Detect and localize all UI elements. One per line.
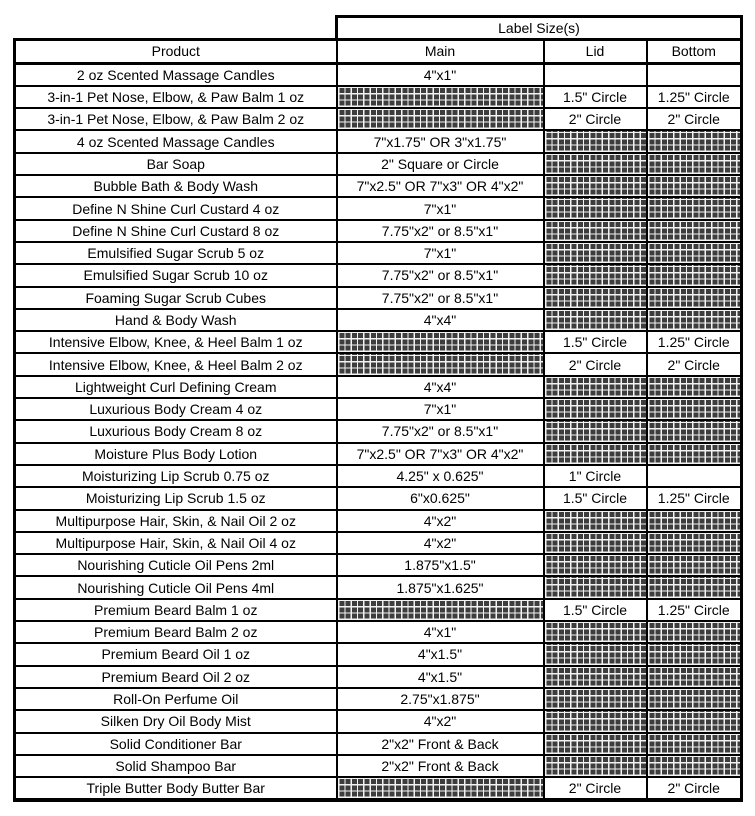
lid-size-cell [544,63,647,86]
lid-size-cell [544,220,647,242]
table-row [15,666,742,688]
label-sizes-header: Label Size(s) [337,17,742,40]
main-size-cell [337,331,544,353]
product-cell: Roll-On Perfume Oil [15,688,337,710]
lid-size-cell [544,688,647,710]
column-header-lid: Lid [544,40,647,63]
table-row [15,376,742,398]
product-cell: Silken Dry Oil Body Mist [15,710,337,732]
product-cell: Premium Beard Oil 2 oz [15,666,337,688]
bottom-size-cell: 2" Circle [647,108,742,130]
bottom-size-cell [647,688,742,710]
table-row [15,353,742,375]
table-body [15,17,742,801]
table-row [15,599,742,621]
table-row [15,576,742,598]
lid-size-cell: 1.5" Circle [544,599,647,621]
table-row [15,398,742,420]
product-cell: Define N Shine Curl Custard 8 oz [15,220,337,242]
product-cell: Nourishing Cuticle Oil Pens 4ml [15,576,337,598]
bottom-size-cell [647,242,742,264]
table-row [15,532,742,554]
main-size-cell: 4"x2" [337,532,544,554]
main-size-cell: 4"x2" [337,710,544,732]
table-row [15,420,742,442]
lid-size-cell [544,153,647,175]
column-header-row [15,40,742,63]
main-size-cell: 7.75"x2" or 8.5"x1" [337,220,544,242]
bottom-size-cell [647,666,742,688]
product-cell: 3-in-1 Pet Nose, Elbow, & Paw Balm 2 oz [15,108,337,130]
table-row [15,443,742,465]
product-cell: Premium Beard Balm 2 oz [15,621,337,643]
bottom-size-cell [647,287,742,309]
lid-size-cell [544,733,647,755]
product-cell: 3-in-1 Pet Nose, Elbow, & Paw Balm 1 oz [15,86,337,108]
main-size-cell: 7"x1" [337,242,544,264]
main-size-cell [337,353,544,375]
lid-size-cell [544,532,647,554]
product-cell: Lightweight Curl Defining Cream [15,376,337,398]
lid-size-cell [544,755,647,777]
table-row [15,309,742,331]
product-cell: Premium Beard Oil 1 oz [15,643,337,665]
main-size-cell: 4"x1.5" [337,666,544,688]
lid-size-cell [544,242,647,264]
main-size-cell: 7.75"x2" or 8.5"x1" [337,287,544,309]
main-size-cell: 4"x2" [337,510,544,532]
table-row [15,86,742,108]
product-cell: Hand & Body Wash [15,309,337,331]
bottom-size-cell [647,264,742,286]
table-row [15,755,742,777]
lid-size-cell [544,287,647,309]
product-cell: Triple Butter Body Butter Bar [15,777,337,800]
bottom-size-cell [647,554,742,576]
product-cell: Moisturizing Lip Scrub 1.5 oz [15,487,337,509]
product-cell: Define N Shine Curl Custard 4 oz [15,197,337,219]
lid-size-cell [544,398,647,420]
table-row [15,777,742,800]
bottom-size-cell [647,130,742,152]
lid-size-cell [544,309,647,331]
product-cell: Premium Beard Balm 1 oz [15,599,337,621]
lid-size-cell [544,197,647,219]
product-cell: Intensive Elbow, Knee, & Heel Balm 2 oz [15,353,337,375]
corner-spacer [15,17,337,40]
product-cell: Multipurpose Hair, Skin, & Nail Oil 2 oz [15,510,337,532]
table-row [15,108,742,130]
main-size-cell: 7"x2.5" OR 7"x3" OR 4"x2" [337,443,544,465]
product-cell: Luxurious Body Cream 8 oz [15,420,337,442]
main-size-cell: 4"x1" [337,63,544,86]
table-row [15,220,742,242]
lid-size-cell: 1.5" Circle [544,331,647,353]
main-size-cell: 2"x2" Front & Back [337,755,544,777]
main-size-cell: 4"x1.5" [337,643,544,665]
main-size-cell: 6"x0.625" [337,487,544,509]
bottom-size-cell: 2" Circle [647,353,742,375]
table-row [15,710,742,732]
table-row [15,175,742,197]
product-cell: 2 oz Scented Massage Candles [15,63,337,86]
bottom-size-cell [647,443,742,465]
table-row [15,242,742,264]
table-row [15,197,742,219]
product-cell: Solid Shampoo Bar [15,755,337,777]
product-cell: Luxurious Body Cream 4 oz [15,398,337,420]
table-row [15,643,742,665]
lid-size-cell: 1" Circle [544,465,647,487]
product-cell: Multipurpose Hair, Skin, & Nail Oil 4 oz [15,532,337,554]
main-size-cell: 4"x4" [337,376,544,398]
main-size-cell: 2"x2" Front & Back [337,733,544,755]
product-cell: Bubble Bath & Body Wash [15,175,337,197]
bottom-size-cell: 1.25" Circle [647,487,742,509]
lid-size-cell [544,643,647,665]
main-size-cell [337,108,544,130]
table-row [15,554,742,576]
bottom-size-cell: 1.25" Circle [647,86,742,108]
main-size-cell: 7"x1" [337,197,544,219]
spanning-header-row [15,17,742,40]
lid-size-cell [544,376,647,398]
table-row [15,63,742,86]
main-size-cell: 7"x1" [337,398,544,420]
main-size-cell: 7.75"x2" or 8.5"x1" [337,420,544,442]
lid-size-cell [544,443,647,465]
label-size-table-container [13,15,743,802]
bottom-size-cell [647,309,742,331]
main-size-cell: 4"x4" [337,309,544,331]
bottom-size-cell: 2" Circle [647,777,742,800]
lid-size-cell: 1.5" Circle [544,487,647,509]
lid-size-cell: 2" Circle [544,777,647,800]
main-size-cell [337,777,544,800]
main-size-cell [337,86,544,108]
product-cell: Foaming Sugar Scrub Cubes [15,287,337,309]
table-row [15,465,742,487]
bottom-size-cell [647,175,742,197]
bottom-size-cell [647,398,742,420]
main-size-cell: 4"x1" [337,621,544,643]
table-row [15,130,742,152]
main-size-cell: 1.875"x1.5" [337,554,544,576]
lid-size-cell [544,420,647,442]
bottom-size-cell [647,63,742,86]
bottom-size-cell [647,197,742,219]
table-row [15,264,742,286]
column-header-main: Main [337,40,544,63]
product-cell: Emulsified Sugar Scrub 5 oz [15,242,337,264]
lid-size-cell [544,175,647,197]
lid-size-cell [544,130,647,152]
lid-size-cell: 2" Circle [544,353,647,375]
table-row [15,153,742,175]
bottom-size-cell [647,621,742,643]
bottom-size-cell [647,576,742,598]
table-row [15,331,742,353]
bottom-size-cell [647,755,742,777]
product-cell: Nourishing Cuticle Oil Pens 2ml [15,554,337,576]
bottom-size-cell [647,376,742,398]
column-header-bottom: Bottom [647,40,742,63]
lid-size-cell: 1.5" Circle [544,86,647,108]
product-cell: Solid Conditioner Bar [15,733,337,755]
lid-size-cell [544,264,647,286]
main-size-cell: 7"x2.5" OR 7"x3" OR 4"x2" [337,175,544,197]
product-cell: Moisture Plus Body Lotion [15,443,337,465]
bottom-size-cell [647,465,742,487]
lid-size-cell [544,510,647,532]
main-size-cell: 4.25" x 0.625" [337,465,544,487]
bottom-size-cell: 1.25" Circle [647,599,742,621]
lid-size-cell [544,576,647,598]
product-cell: 4 oz Scented Massage Candles [15,130,337,152]
label-size-table [13,15,743,802]
bottom-size-cell [647,532,742,554]
lid-size-cell [544,666,647,688]
lid-size-cell [544,621,647,643]
main-size-cell: 1.875"x1.625" [337,576,544,598]
bottom-size-cell: 1.25" Circle [647,331,742,353]
table-row [15,510,742,532]
bottom-size-cell [647,510,742,532]
bottom-size-cell [647,220,742,242]
table-row [15,733,742,755]
table-row [15,621,742,643]
table-row [15,287,742,309]
table-row [15,688,742,710]
product-cell: Bar Soap [15,153,337,175]
bottom-size-cell [647,153,742,175]
lid-size-cell [544,710,647,732]
product-cell: Emulsified Sugar Scrub 10 oz [15,264,337,286]
table-row [15,487,742,509]
bottom-size-cell [647,733,742,755]
bottom-size-cell [647,420,742,442]
main-size-cell: 2" Square or Circle [337,153,544,175]
product-cell: Intensive Elbow, Knee, & Heel Balm 1 oz [15,331,337,353]
main-size-cell [337,599,544,621]
main-size-cell: 7.75"x2" or 8.5"x1" [337,264,544,286]
lid-size-cell [544,554,647,576]
bottom-size-cell [647,710,742,732]
column-header-product: Product [15,40,337,63]
main-size-cell: 2.75"x1.875" [337,688,544,710]
bottom-size-cell [647,643,742,665]
product-cell: Moisturizing Lip Scrub 0.75 oz [15,465,337,487]
main-size-cell: 7"x1.75" OR 3"x1.75" [337,130,544,152]
lid-size-cell: 2" Circle [544,108,647,130]
